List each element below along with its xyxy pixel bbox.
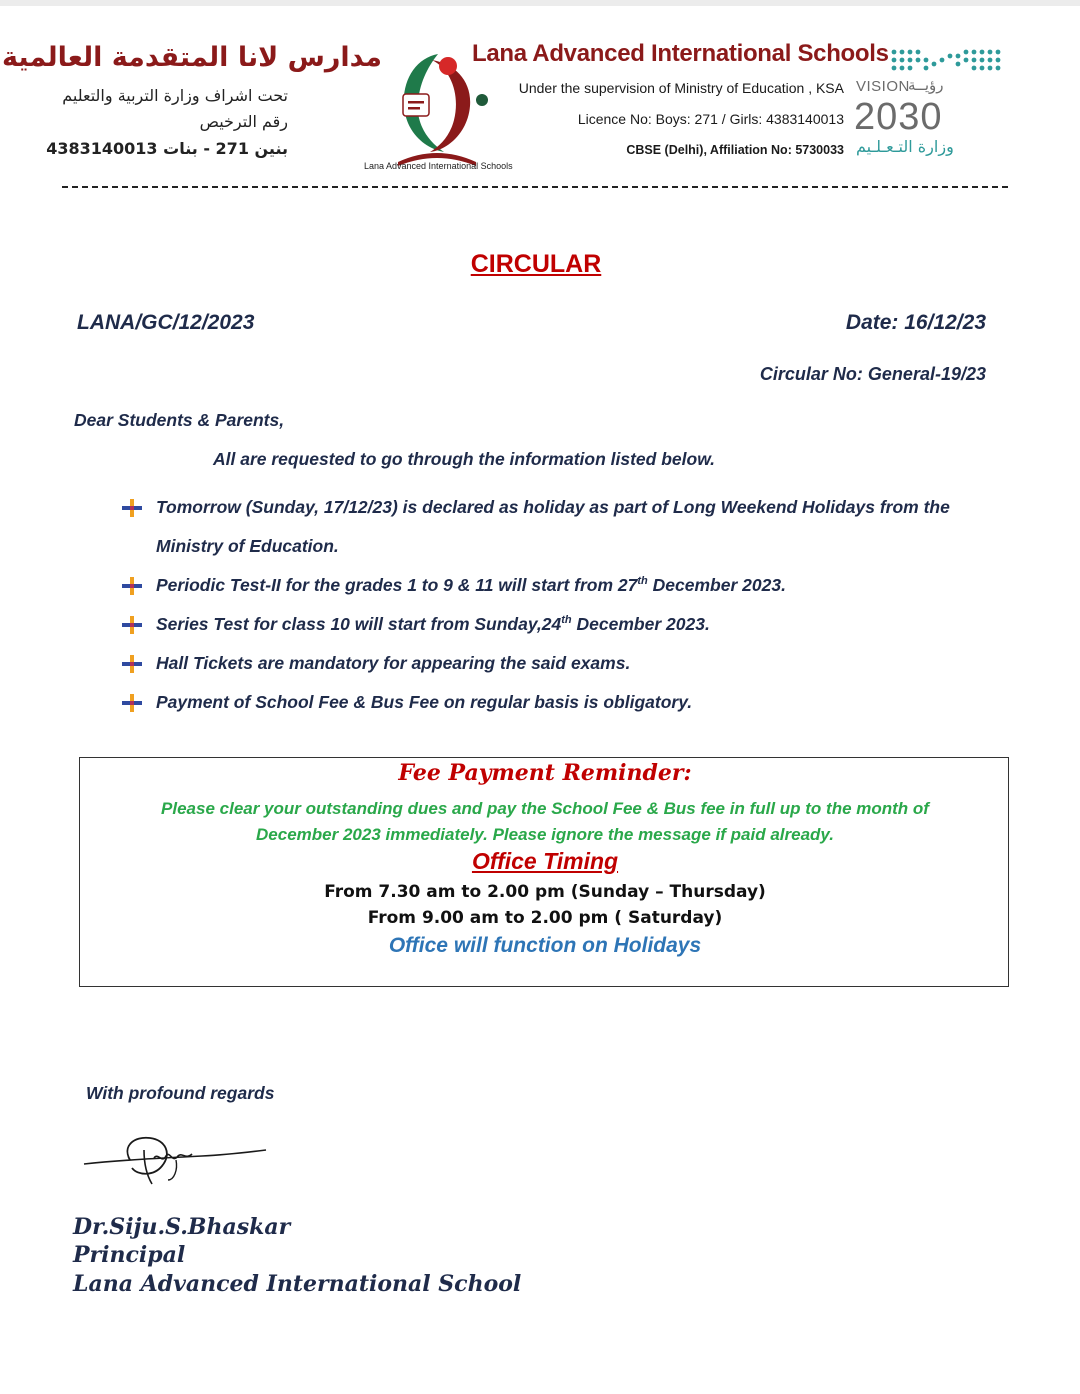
list-item bbox=[122, 605, 1022, 644]
plus-bullet-icon bbox=[122, 577, 142, 595]
office-timing-weekday: From 7.30 am to 2.00 pm (Sunday – Thursday) bbox=[324, 882, 766, 902]
fee-reminder-line-2: December 2023 immediately. Please ignore the message if paid already. bbox=[256, 825, 834, 844]
ministry-arabic-label: وزارة التـعـلـيم bbox=[856, 137, 954, 156]
logo-caption: Lana Advanced International Schools bbox=[364, 161, 513, 171]
holiday-note: Office will function on Holidays bbox=[388, 934, 702, 957]
list-item bbox=[122, 683, 1022, 722]
intro-line: All are requested to go through the information listed below. bbox=[213, 449, 716, 469]
affiliation-line: CBSE (Delhi), Affiliation No: 5730033 bbox=[626, 143, 844, 157]
fee-reminder-line-1: Please clear your outstanding dues and pay the School Fee & Bus fee in full up to the month of bbox=[161, 799, 929, 818]
principal-role: Principal bbox=[73, 1242, 186, 1268]
plus-bullet-icon bbox=[122, 655, 142, 673]
arabic-licence-numbers: بنين 271 - بنات 4383140013 bbox=[46, 139, 288, 158]
bullet-text: Hall Tickets are mandatory for appearing the said exams. bbox=[156, 653, 631, 673]
supervision-line: Under the supervision of Ministry of Education , KSA bbox=[518, 80, 844, 96]
bullet-text: Periodic Test-II for the grades 1 to 9 & 11 will start from 27 bbox=[156, 575, 638, 595]
greeting: Dear Students & Parents, bbox=[74, 410, 285, 430]
signature-icon bbox=[82, 1130, 268, 1190]
fee-reminder-box bbox=[79, 757, 1009, 987]
ordinal-suffix: th bbox=[637, 575, 648, 588]
school-name-signature: Lana Advanced International School bbox=[73, 1271, 522, 1297]
circular-title: CIRCULAR bbox=[470, 250, 602, 278]
vision-arabic-label: رؤيــة bbox=[908, 76, 944, 94]
plus-bullet-icon bbox=[122, 499, 142, 517]
fee-reminder-text bbox=[80, 796, 1010, 848]
fee-reminder-title: Fee Payment Reminder: bbox=[398, 760, 692, 786]
circular-number: Circular No: General-19/23 bbox=[759, 364, 986, 384]
bullet-text-continued: Ministry of Education. bbox=[156, 536, 339, 556]
list-item bbox=[122, 566, 1022, 605]
top-band bbox=[0, 0, 1080, 6]
bullet-text: Series Test for class 10 will start from Sunday,24 bbox=[156, 614, 562, 634]
plus-bullet-icon bbox=[122, 694, 142, 712]
principal-name: Dr.Siju.S.Bhaskar bbox=[73, 1214, 291, 1240]
bullet-text: Payment of School Fee & Bus Fee on regular basis is obligatory. bbox=[156, 692, 693, 712]
office-timing-saturday: From 9.00 am to 2.00 pm ( Saturday) bbox=[367, 908, 723, 928]
bullet-text-end: December 2023. bbox=[571, 614, 710, 634]
circular-date: Date: 16/12/23 bbox=[845, 311, 986, 334]
list-item bbox=[122, 644, 1022, 683]
vision-label: VISION bbox=[856, 78, 910, 95]
notice-list bbox=[122, 488, 1022, 722]
ordinal-suffix: th bbox=[561, 614, 572, 627]
reference-number: LANA/GC/12/2023 bbox=[77, 311, 255, 334]
licence-line: Licence No: Boys: 271 / Girls: 4383140013 bbox=[577, 111, 844, 127]
plus-bullet-icon bbox=[122, 616, 142, 634]
closing-regards: With profound regards bbox=[86, 1083, 275, 1103]
bullet-text-end: December 2023. bbox=[647, 575, 786, 595]
list-item bbox=[122, 488, 1022, 566]
vision-year: 2030 bbox=[854, 96, 943, 138]
header-divider bbox=[62, 186, 1008, 188]
arabic-supervision-line: تحت اشراف وزارة التربية والتعليم bbox=[62, 86, 288, 105]
arabic-school-name: مدارس لانا المتقدمة العالمية bbox=[2, 42, 382, 73]
english-school-name: Lana Advanced International Schools bbox=[472, 40, 889, 67]
arabic-licence-label: رقم الترخيص bbox=[199, 112, 288, 131]
bullet-text: Tomorrow (Sunday, 17/12/23) is declared as holiday as part of Long Weekend Holidays from the bbox=[156, 497, 950, 517]
office-timing-title: Office Timing bbox=[471, 848, 619, 874]
